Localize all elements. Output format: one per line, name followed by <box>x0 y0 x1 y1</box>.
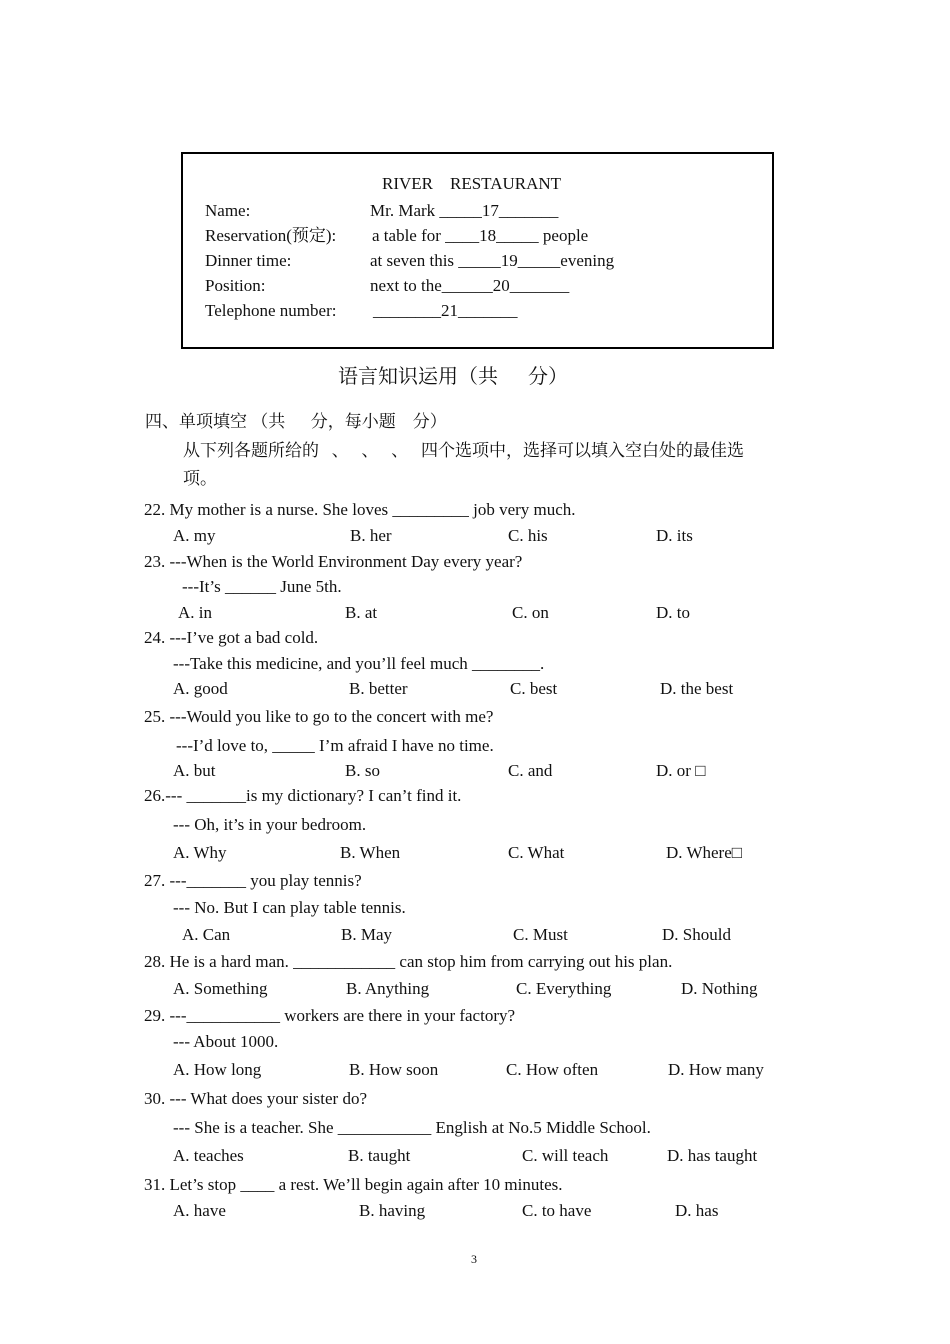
question-26-option-b[interactable]: B. When <box>340 843 401 862</box>
question-30-reply: --- She is a teacher. She ___________ English at No.5 Middle School. <box>173 1118 651 1137</box>
question-28-stem: 28. He is a hard man. ____________ can stop him from carrying out his plan. <box>144 952 673 971</box>
question-30-option-d[interactable]: D. has taught <box>667 1146 758 1165</box>
question-26-option-d[interactable]: D. Where□ <box>666 843 743 862</box>
page-number: 3 <box>471 1252 477 1266</box>
question-30-option-a[interactable]: A. teaches <box>173 1146 244 1165</box>
question-29-reply: --- About 1000. <box>173 1032 279 1051</box>
form-value-name: Mr. Mark _____17_______ <box>370 201 559 220</box>
part4-instructions-line2: 项。 <box>183 469 217 488</box>
section-heading: 语言知识运用（共 分） <box>338 366 568 388</box>
question-30-option-b[interactable]: B. taught <box>348 1146 411 1165</box>
question-23-option-c[interactable]: C. on <box>512 603 549 622</box>
form-value-dinner-time: at seven this _____19_____evening <box>370 251 615 270</box>
question-28-option-d[interactable]: D. Nothing <box>681 979 758 998</box>
part4-title: 四、单项填空 （共 分，每小题 分） <box>145 412 447 431</box>
question-24-reply: ---Take this medicine, and you’ll feel much ________. <box>173 654 545 673</box>
question-30-option-c[interactable]: C. will teach <box>522 1146 609 1165</box>
question-22-option-a[interactable]: A. my <box>173 526 216 545</box>
form-value-telephone: ________21_______ <box>373 301 518 320</box>
question-24-option-b[interactable]: B. better <box>349 679 408 698</box>
question-26-option-c[interactable]: C. What <box>508 843 565 862</box>
form-label-telephone: Telephone number: <box>205 301 337 320</box>
question-22-option-c[interactable]: C. his <box>508 526 548 545</box>
question-22-option-d[interactable]: D. its <box>656 526 693 545</box>
question-23-option-b[interactable]: B. at <box>345 603 378 622</box>
question-24-option-a[interactable]: A. good <box>173 679 228 698</box>
question-31-option-b[interactable]: B. having <box>359 1201 426 1220</box>
question-27-reply: --- No. But I can play table tennis. <box>173 898 406 917</box>
form-label-name: Name: <box>205 201 251 220</box>
question-25-stem: 25. ---Would you like to go to the concert with me? <box>144 707 494 726</box>
question-28-option-b[interactable]: B. Anything <box>346 979 430 998</box>
restaurant-title: RIVER RESTAURANT <box>382 174 562 193</box>
question-26-reply: --- Oh, it’s in your bedroom. <box>173 815 367 834</box>
question-28-option-c[interactable]: C. Everything <box>516 979 612 998</box>
question-26-option-a[interactable]: A. Why <box>173 843 227 862</box>
question-29-option-c[interactable]: C. How often <box>506 1060 599 1079</box>
question-29-stem: 29. ---___________ workers are there in your factory? <box>144 1006 516 1025</box>
form-label-dinner-time: Dinner time: <box>205 251 292 270</box>
question-27-option-a[interactable]: A. Can <box>182 925 231 944</box>
part4-instructions-line1: 从下列各题所给的 、 、 、 四个选项中，选择可以填入空白处的最佳选 <box>183 441 744 460</box>
question-22-stem: 22. My mother is a nurse. She loves _________ job very much. <box>144 500 576 519</box>
question-24-stem: 24. ---I’ve got a bad cold. <box>144 628 319 647</box>
question-31-stem: 31. Let’s stop ____ a rest. We’ll begin again after 10 minutes. <box>144 1175 563 1194</box>
question-23-option-a[interactable]: A. in <box>178 603 212 622</box>
question-29-option-a[interactable]: A. How long <box>173 1060 262 1079</box>
form-value-reservation: a table for ____18_____ people <box>372 226 589 245</box>
question-25-option-b[interactable]: B. so <box>345 761 380 780</box>
question-31-option-a[interactable]: A. have <box>173 1201 226 1220</box>
question-25-reply: ---I’d love to, _____ I’m afraid I have no time. <box>176 736 494 755</box>
question-31-option-d[interactable]: D. has <box>675 1201 719 1220</box>
question-25-option-c[interactable]: C. and <box>508 761 553 780</box>
question-23-stem: 23. ---When is the World Environment Day every year? <box>144 552 523 571</box>
form-label-position: Position: <box>205 276 266 295</box>
question-23-option-d[interactable]: D. to <box>656 603 690 622</box>
question-30-stem: 30. --- What does your sister do? <box>144 1089 367 1108</box>
question-28-option-a[interactable]: A. Something <box>173 979 268 998</box>
question-24-option-c[interactable]: C. best <box>510 679 558 698</box>
form-value-position: next to the______20_______ <box>370 276 570 295</box>
question-27-stem: 27. ---_______ you play tennis? <box>144 871 362 890</box>
question-29-option-d[interactable]: D. How many <box>668 1060 764 1079</box>
question-25-option-d[interactable]: D. or □ <box>656 761 706 780</box>
question-27-option-c[interactable]: C. Must <box>513 925 568 944</box>
question-22-option-b[interactable]: B. her <box>350 526 392 545</box>
question-29-option-b[interactable]: B. How soon <box>349 1060 439 1079</box>
question-31-option-c[interactable]: C. to have <box>522 1201 592 1220</box>
question-26-stem: 26.--- _______is my dictionary? I can’t find it. <box>144 786 462 805</box>
question-27-option-b[interactable]: B. May <box>341 925 392 944</box>
form-label-reservation: Reservation(预定): <box>205 226 337 245</box>
question-25-option-a[interactable]: A. but <box>173 761 216 780</box>
question-23-reply: ---It’s ______ June 5th. <box>182 577 342 596</box>
question-27-option-d[interactable]: D. Should <box>662 925 731 944</box>
question-24-option-d[interactable]: D. the best <box>660 679 734 698</box>
